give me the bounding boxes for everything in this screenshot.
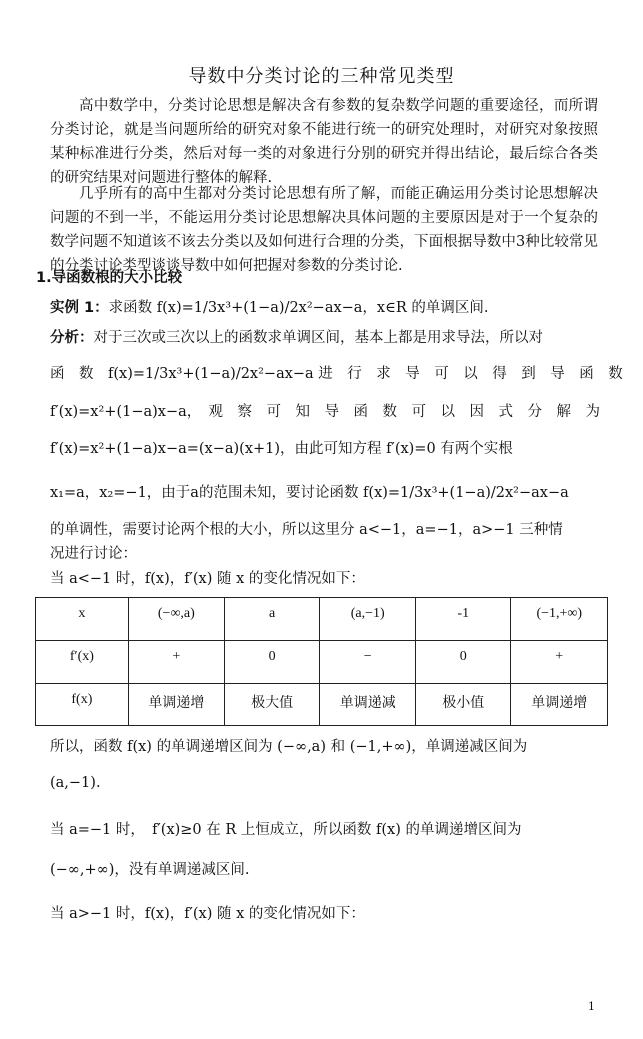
table-cell: − <box>320 641 416 684</box>
table-cell: (−∞,a) <box>128 598 224 641</box>
table-cell: a <box>224 598 319 641</box>
analysis-text-1: 对于三次或三次以上的函数求单调区间，基本上都是用求导法，所以对 <box>93 330 543 346</box>
case1-intro: 当 a<−1 时，f(x)，f′(x) 随 x 的变化情况如下： <box>50 571 365 587</box>
analysis-line-6: 的单调性，需要讨论两个根的大小，所以这里分 a<−1，a=−1，a>−1 三种情 <box>50 522 563 538</box>
analysis-line-7: 况进行讨论： <box>50 546 137 562</box>
table-cell: (a,−1) <box>320 598 416 641</box>
table-cell: 单调递减 <box>320 684 416 726</box>
variation-table <box>35 597 608 726</box>
analysis-line-3: f′(x)=x²+(1−a)x−a， 观 察 可 知 导 函 数 可 以 因 式 分 解 为 <box>50 404 600 420</box>
document-title: 导数中分类讨论的三种常见类型 <box>188 66 455 87</box>
table-cell: 0 <box>224 641 319 684</box>
analysis-line-4: f′(x)=x²+(1−a)x−a=(x−a)(x+1)，由此可知方程 f′(x)=0 有两个实根 <box>50 441 513 457</box>
case2-line-2: (−∞,+∞)，没有单调递减区间. <box>50 862 250 878</box>
example-label: 实例 1： <box>50 300 109 316</box>
analysis-line-5: x₁=a，x₂=−1，由于a的范围未知，要讨论函数 f(x)=1/3x³+(1−a)/2x²−ax−a <box>50 485 569 501</box>
table-cell: (−1,+∞) <box>511 598 608 641</box>
table-cell: 单调递增 <box>511 684 608 726</box>
table-cell: 0 <box>416 641 511 684</box>
analysis-line-2: 函 数 f(x)=1/3x³+(1−a)/2x²−ax−a 进 行 求 导 可 以 得 到 导 函 数 <box>50 366 623 382</box>
table-cell: 单调递增 <box>128 684 224 726</box>
case2-line-1: 当 a=−1 时， f′(x)≥0 在 R 上恒成立，所以函数 f(x) 的单调递增区间为 <box>50 822 522 838</box>
table-cell: + <box>511 641 608 684</box>
conclusion1-line-1: 所以，函数 f(x) 的单调递增区间为 (−∞,a) 和 (−1,+∞)，单调递减区间为 <box>50 739 528 755</box>
table-cell: 极大值 <box>224 684 319 726</box>
table-cell: f′(x) <box>36 641 129 684</box>
table-cell: + <box>128 641 224 684</box>
table-cell: f(x) <box>36 684 129 726</box>
conclusion1-line-2: (a,−1). <box>50 775 101 791</box>
table-cell: -1 <box>416 598 511 641</box>
intro-paragraph-1: 高中数学中，分类讨论思想是解决含有参数的复杂数学问题的重要途径，而所谓分类讨论，就是当问题所给的研究对象不能进行统一的研究处理时，对研究对象按照某种标准进行分类，然后对每一类的对象进行分别的研究并得出结论，最后综合各类的研究结果对问题进行整体的解释. <box>50 98 598 186</box>
table-cell: 极小值 <box>416 684 511 726</box>
intro-paragraph-2: 几乎所有的高中生都对分类讨论思想有所了解，而能正确运用分类讨论思想解决问题的不到一半，不能运用分类讨论思想解决具体问题的主要原因是对于一个复杂的数学问题不知道该不该去分类以及如何进行合理的分类，下面根据导数中3种比较常见的分类讨论类型谈谈导数中如何把握对参数的分类讨论. <box>50 186 598 274</box>
example-text: 求函数 f(x)=1/3x³+(1−a)/2x²−ax−a，x∈R 的单调区间. <box>108 300 489 316</box>
page-number: 1 <box>588 1000 595 1013</box>
case3-intro: 当 a>−1 时，f(x)，f′(x) 随 x 的变化情况如下： <box>50 906 365 922</box>
table-row-header <box>36 598 608 641</box>
section-heading: 1.导函数根的大小比较 <box>36 270 183 286</box>
table-row-fprime <box>36 641 608 684</box>
example-line <box>50 296 598 317</box>
table-cell: x <box>36 598 129 641</box>
analysis-line-1 <box>50 326 598 347</box>
analysis-label: 分析： <box>50 330 94 346</box>
table-row-f <box>36 684 608 726</box>
